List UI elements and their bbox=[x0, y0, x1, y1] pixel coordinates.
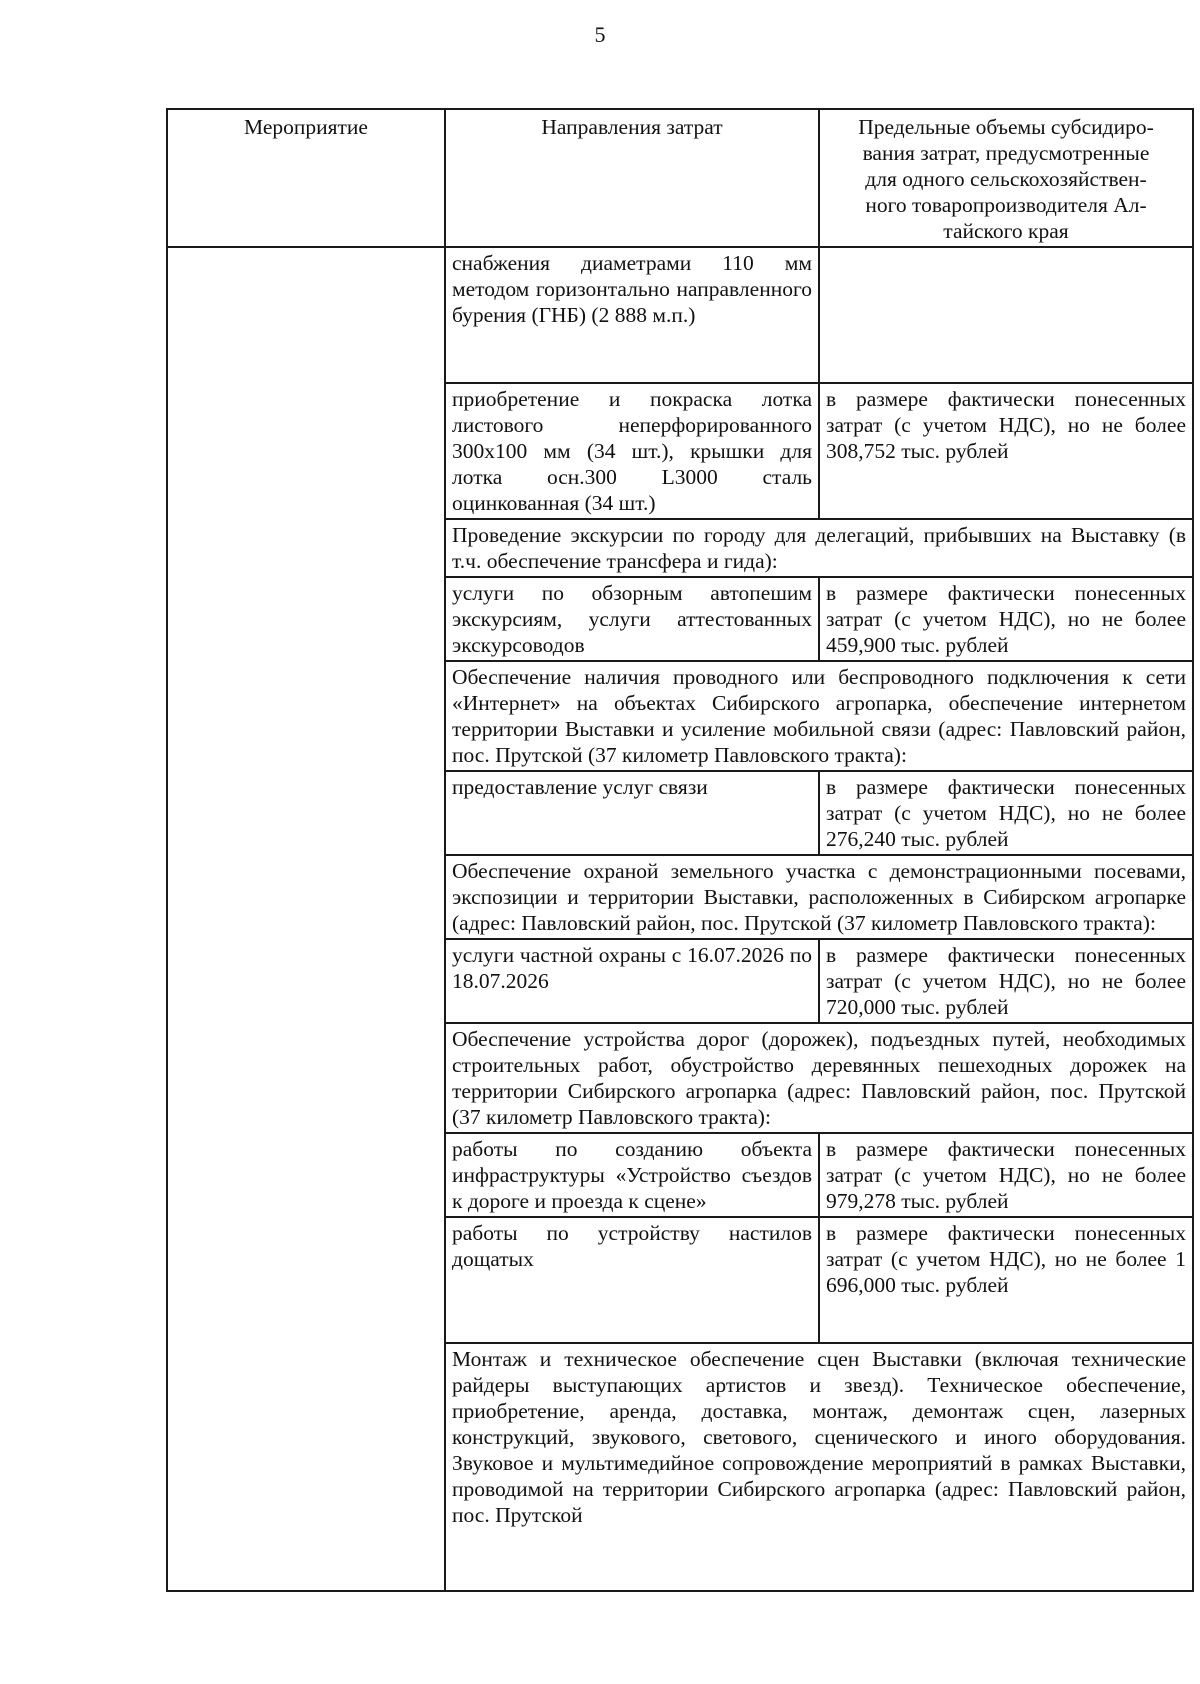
limit-cell: в размере фактически понесенных затрат (с учетом НДС), но не более 276,240 тыс. рублей bbox=[819, 771, 1193, 855]
limit-cell: в размере фактически понесенных затрат (с учетом НДС), но не более 459,900 тыс. рублей bbox=[819, 577, 1193, 661]
table-row bbox=[167, 247, 1193, 383]
table-header-row bbox=[167, 109, 1193, 247]
subsidy-table bbox=[166, 108, 1194, 1592]
direction-cell: услуги по обзорным автопешим экскурсиям, услуги аттестованных экскурсоводов bbox=[445, 577, 819, 661]
limit-cell: в размере фактически понесенных затрат (с учетом НДС), но не более 720,000 тыс. рублей bbox=[819, 939, 1193, 1023]
direction-cell: работы по устройству настилов дощатых bbox=[445, 1217, 819, 1343]
section-heading: Проведение экскурсии по городу для делегаций, прибывших на Выставку (в т.ч. обеспечение трансфера и гида): bbox=[445, 519, 1193, 577]
section-heading: Обеспечение охраной земельного участка с демонстрационными посевами, экспозиции и территории Выставки, расположенных в Сибирском агропарке (адрес: Павловский район, пос. Прутской (37 километр Павловского тракта): bbox=[445, 855, 1193, 939]
direction-cell: работы по созданию объекта инфраструктуры «Устройство съездов к дороге и проезда к сцене» bbox=[445, 1133, 819, 1217]
header-event: Мероприятие bbox=[167, 109, 445, 247]
direction-cell: снабжения диаметрами 110 мм методом горизонтально направленного бурения (ГНБ) (2 888 м.п.) bbox=[445, 247, 819, 383]
limit-cell: в размере фактически понесенных затрат (с учетом НДС), но не более 979,278 тыс. рублей bbox=[819, 1133, 1193, 1217]
page-number: 5 bbox=[594, 22, 606, 47]
section-heading: Монтаж и техническое обеспечение сцен Выставки (включая технические райдеры выступающих артистов и звезд). Техническое обеспечение, приобретение, аренда, доставка, монтаж, демонтаж сцен, лазерных конструкций, звукового, светового, сценического и иного оборудования. Звуковое и мультимедийное сопровождение мероприятий в рамках Выставки, проводимой на территории Сибирского агропарка (адрес: Павловский район, пос. Прутской bbox=[445, 1343, 1193, 1591]
header-direction: Направления затрат bbox=[445, 109, 819, 247]
limit-cell bbox=[819, 247, 1193, 383]
direction-cell: услуги частной охраны с 16.07.2026 по 18.07.2026 bbox=[445, 939, 819, 1023]
event-cell bbox=[167, 247, 445, 1591]
header-limit: Предельные объемы субсидиро- вания затрат, предусмотренные для одного сельскохозяйствен- ного товаропроизводителя Ал- тайского края bbox=[819, 109, 1193, 247]
section-heading: Обеспечение наличия проводного или беспроводного подключения к сети «Интернет» на объектах Сибирского агропарка, обеспечение интернетом территории Выставки и усиление мобильной связи (адрес: Павловский район, пос. Прутской (37 километр Павловского тракта): bbox=[445, 661, 1193, 771]
direction-cell: приобретение и покраска лотка листового неперфорированного 300х100 мм (34 шт.), крышки для лотка осн.300 L3000 сталь оцинкованная (34 шт.) bbox=[445, 383, 819, 519]
section-heading: Обеспечение устройства дорог (дорожек), подъездных путей, необходимых строительных работ, обустройство деревянных пешеходных дорожек на территории Сибирского агропарка (адрес: Павловский район, пос. Прутской (37 километр Павловского тракта): bbox=[445, 1023, 1193, 1133]
limit-cell: в размере фактически понесенных затрат (с учетом НДС), но не более 1 696,000 тыс. рублей bbox=[819, 1217, 1193, 1343]
limit-cell: в размере фактически понесенных затрат (с учетом НДС), но не более 308,752 тыс. рублей bbox=[819, 383, 1193, 519]
direction-cell: предоставление услуг связи bbox=[445, 771, 819, 855]
